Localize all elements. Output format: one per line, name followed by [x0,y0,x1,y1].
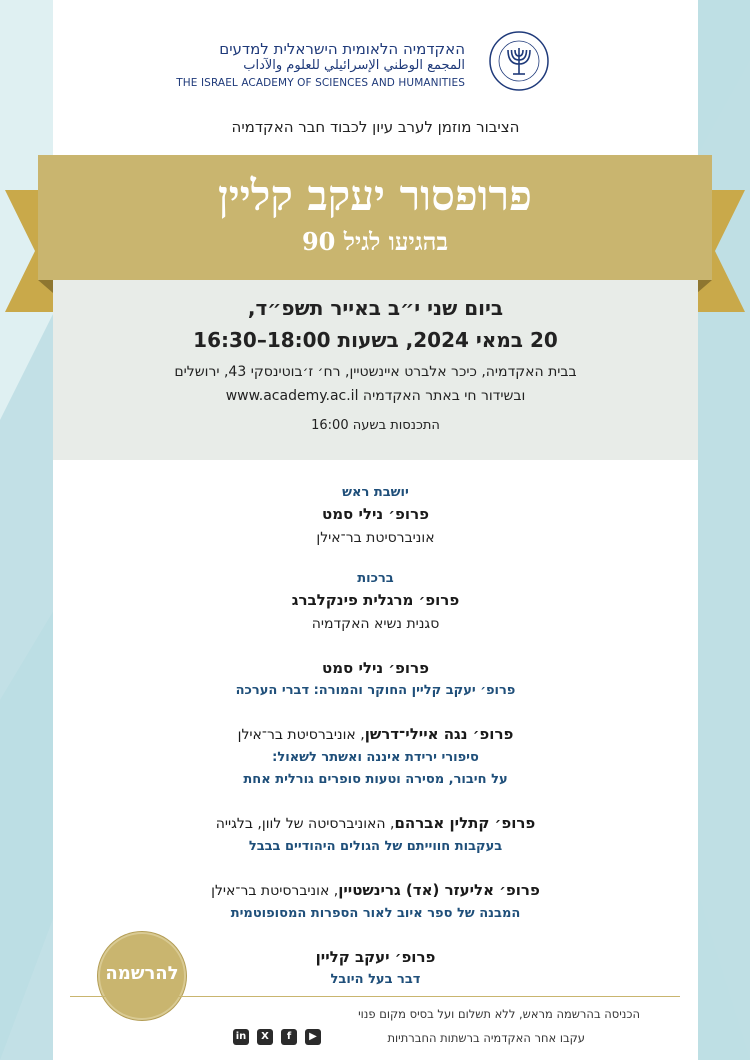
entry-note: הכניסה בהרשמה מראש, ללא תשלום ועל בסיס מקום פנוי [358,1007,640,1021]
greetings-name: פרופ׳ מרגלית פינקלברג [291,591,460,609]
chair-affiliation: אוניברסיטת בר־אילן [316,530,435,546]
program-item [53,878,698,925]
logo-english-name: THE ISRAEL ACADEMY OF SCIENCES AND HUMANITIES [176,77,465,89]
speaker-name: פרופ׳ אליעזר (אד) גרינשטיין [338,881,540,899]
register-button[interactable] [98,932,186,1020]
program-item [53,811,698,858]
speaker-line [53,722,698,747]
footer-divider [70,996,680,997]
lecture-topic-continued: על חיבור, מסירה וטעות סופרים גורלית אחת [243,772,508,787]
speaker-name: פרופ׳ נגה איילי־דרשן [364,725,514,743]
program-item [53,484,698,550]
event-location: בבית האקדמיה, כיכר אלברט איינשטיין, רח׳ ז׳בוטינסקי 43, ירושלים [174,364,577,380]
logo-hebrew-name: האקדמיה הלאומית הישראלית למדעים [219,40,465,58]
linkedin-icon[interactable]: in [233,1029,249,1045]
academy-logo [176,30,550,95]
speaker-name: פרופ׳ קתלין אברהם [394,814,536,832]
lecture-topic: סיפורי ירידת איננה ואשתר לשאול: [272,750,479,765]
honoree-title: פרופסור יעקב קליין [218,171,532,220]
lecture-topic: פרופ׳ יעקב קליין החוקר והמורה: דברי הערכה [235,683,516,698]
event-details-box [53,280,698,460]
follow-note: עקבו אחר האקדמיה ברשתות החברתיות [387,1031,585,1045]
youtube-icon[interactable]: ▶ [305,1029,321,1045]
event-date-time: 20 במאי 2024, בשעות 18:00–16:30 [193,328,558,352]
greetings-affiliation: סגנית נשיא האקדמיה [311,616,440,632]
speaker-affiliation: , האוניברסיטה של לוון, בלגייה [215,816,395,832]
program-item [53,656,698,702]
invitation-line: הציבור מוזמן לערב עיון לכבוד חבר האקדמיה [231,118,520,136]
chair-role: יושבת ראש [342,485,409,500]
lecture-topic: בעקבות חווייתם של הגולים היהודיים בבבל [248,839,503,854]
event-broadcast: ובשידור חי באתר האקדמיה www.academy.ac.il [225,388,526,404]
program-item [53,722,698,791]
chair-name: פרופ׳ נילי סמט [322,505,429,523]
logo-arabic-name: المجمع الوطني الإسرائيلي للعلوم والآداب [243,58,465,73]
event-gathering-time: התכנסות בשעה 16:00 [311,418,440,433]
honoree-subtitle: בהגיעו לגיל 90 [301,227,449,256]
speaker-affiliation: , אוניברסיטת בר־אילן [211,883,339,899]
title-banner [38,155,712,280]
event-hebrew-date: ביום שני י״ב באייר תשפ״ד, [247,296,504,320]
speaker-affiliation: , אוניברסיטת בר־אילן [237,727,365,743]
greetings-role: ברכות [357,571,394,586]
speaker-name: פרופ׳ יעקב קליין [315,948,436,966]
x-icon[interactable]: X [257,1029,273,1045]
program-item [53,570,698,636]
academy-seal-icon [488,30,550,92]
speaker-line [53,811,698,836]
register-button-label: להרשמה [105,963,179,984]
speaker-line [53,878,698,903]
speaker-name: פרופ׳ נילי סמט [322,659,429,677]
lecture-topic: המבנה של ספר איוב לאור הספרות המסופוטמית [230,906,521,921]
lecture-topic: דבר בעל היובל [330,972,421,987]
facebook-icon[interactable]: f [281,1029,297,1045]
